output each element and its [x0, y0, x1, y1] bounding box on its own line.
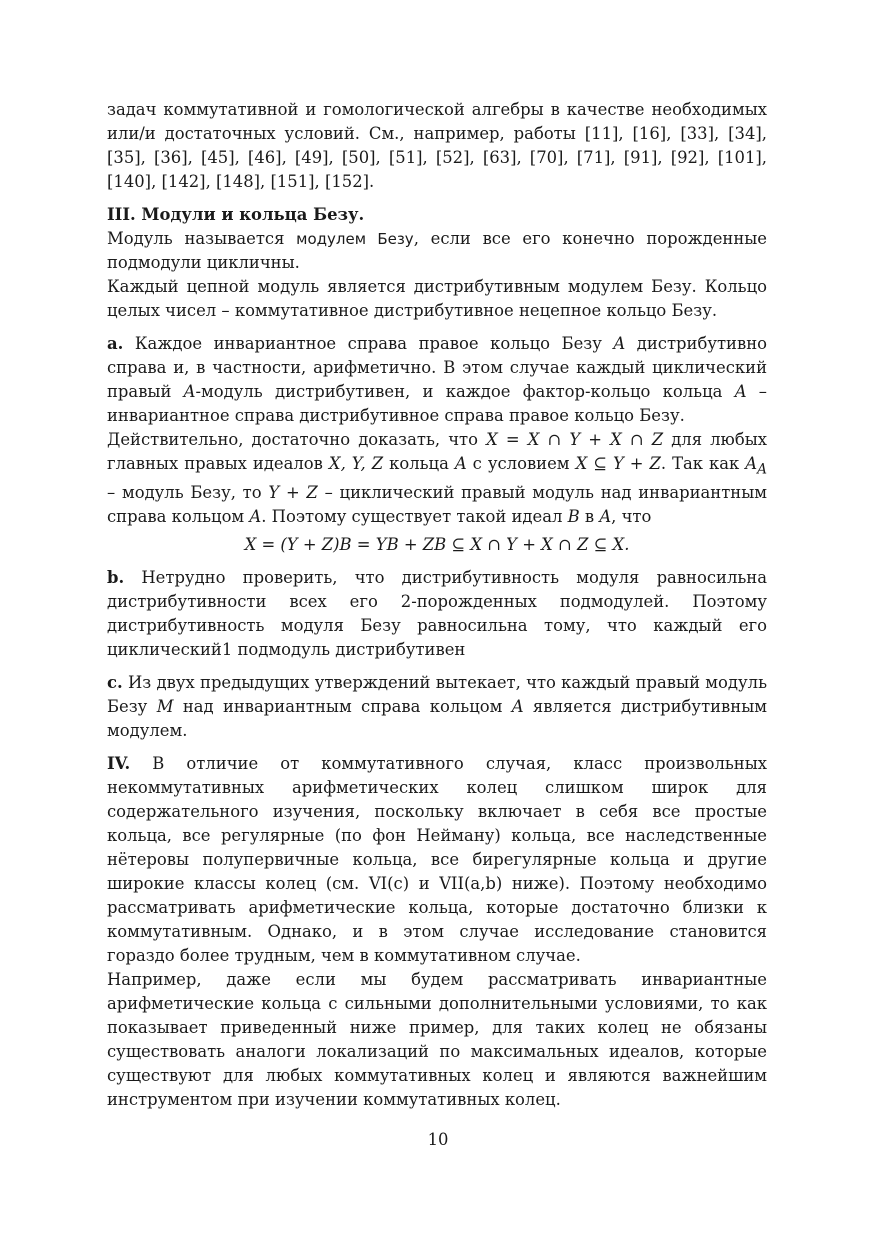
display-equation: X = (Y + Z)B = YB + ZB ⊆ X ∩ Y + X ∩ Z ⊆ X. — [244, 535, 630, 555]
text-run: . Так как — [660, 454, 746, 473]
item-a-label: a. — [107, 334, 124, 353]
math-symbol: B — [567, 507, 580, 527]
text-run: кольца — [383, 454, 455, 473]
math-expression: X, Y, Z — [328, 454, 384, 473]
math-symbol: A — [613, 334, 626, 353]
section-heading-bezout: III. Модули и кольца Безу. — [107, 205, 365, 224]
item-a-paragraph — [107, 332, 767, 428]
text-run: Из двух предыдущих утверждений вытекает, что каждый правый модуль Безу — [107, 673, 767, 717]
text-run: -модуль дистрибутивен, и каждое фактор-кольцо кольца — [195, 382, 735, 401]
definition-text-end: , если все его конечно порожденные подмодули цикличны. — [107, 229, 767, 272]
item-c-label: c. — [107, 673, 123, 693]
math-symbol: A — [734, 382, 747, 401]
math-expression: Y + Z — [268, 483, 318, 503]
math-subscript: A — [757, 461, 768, 478]
text-run: – модуль Безу, то — [107, 483, 269, 503]
math-expression: X ⊆ Y + Z — [575, 454, 661, 473]
item-c-paragraph — [107, 671, 767, 743]
item-b-paragraph — [107, 566, 767, 662]
math-symbol: A — [454, 454, 467, 473]
text-run: над инвариантным справа кольцом — [173, 697, 512, 717]
math-symbol: A — [745, 454, 758, 473]
definition-text: Модуль называется — [107, 229, 285, 248]
section-iv-paragraph — [107, 752, 767, 968]
text-run: для любых главных правых идеалов — [107, 430, 767, 473]
math-symbol: A — [183, 382, 196, 401]
math-symbol: A — [599, 507, 612, 527]
text-run: – циклический правый модуль над инвариантным справа кольцом — [107, 483, 767, 527]
math-symbol: A — [249, 507, 262, 527]
section-iv-label: IV. — [107, 754, 131, 774]
proof-paragraph — [107, 428, 767, 529]
defined-term: модулем Безу — [296, 230, 414, 248]
math-expression: X = X ∩ Y + X ∩ Z — [486, 430, 664, 449]
page-number: 10 — [427, 1130, 449, 1149]
text-run: Каждое инвариантное справа правое кольцо Безу — [123, 334, 614, 353]
text-run: в — [579, 507, 600, 527]
text-run: В отличие от коммутативного случая, класс произвольных некоммутативных арифметических колец слишком широк для содержательного изучения, поскольку включает в себя все простые кольца, все регулярные (по фон Нейману) кольца, все наследственные нётеровы полупервичные кольца, все бирегулярные кольца и другие широкие классы колец (см. VI(c) и VII(a,b) ниже). Поэтому необходимо рассматривать арифметические кольца, которые достаточно близки к коммутативным. Однако, и в этом случае исследование становится гораздо более трудным, чем в коммутативном случае. — [107, 754, 767, 966]
intro-paragraph: задач коммутативной и гомологической алгебры в качестве необходимых или/и достаточных условий. См., например, работы [11], [16], [33], [34], [35], [36], [45], [46], [49], [50], [51], [52], [63], [70], [71], [91], [92], [101], [140], [142], [148], [151], [152]. — [107, 100, 767, 191]
bezout-definition — [107, 227, 767, 275]
page-content — [107, 98, 767, 1112]
text-run: является дистрибутивным модулем. — [107, 697, 768, 741]
text-run: – инвариантное справа дистрибутивное справа правое кольцо Безу. — [107, 382, 767, 425]
text-run: . Поэтому существует такой идеал — [261, 507, 568, 527]
item-b-label: b. — [107, 568, 125, 588]
text-run: дистрибутивно справа и, в частности, арифметично. В этом случае каждый циклический правый — [107, 334, 767, 401]
text-run: , что — [611, 507, 652, 527]
example-paragraph: Например, даже если мы будем рассматривать инвариантные арифметические кольца с сильными дополнительными условиями, то как показывает приведенный ниже пример, для таких колец не обязаны существовать аналоги локализаций по максимальных идеалов, которые существуют для любых коммутативных колец и являются важнейшим инструментом при изучении коммутативных колец. — [107, 970, 767, 1110]
text-run: Действительно, достаточно доказать, что — [107, 430, 487, 449]
chain-module-paragraph: Каждый цепной модуль является дистрибутивным модулем Безу. Кольцо целых чисел – коммутативное дистрибутивное нецепное кольцо Безу. — [107, 277, 767, 320]
math-symbol: M — [156, 697, 174, 717]
text-run: с условием — [466, 454, 576, 473]
math-symbol: A — [511, 697, 524, 717]
text-run: Нетрудно проверить, что дистрибутивность модуля равносильна дистрибутивности всех его 2-порожденных подмодулей. Поэтому дистрибутивность модуля Безу равносильна тому, что каждый его циклический1 подмодуль дистрибутивен — [107, 568, 767, 660]
